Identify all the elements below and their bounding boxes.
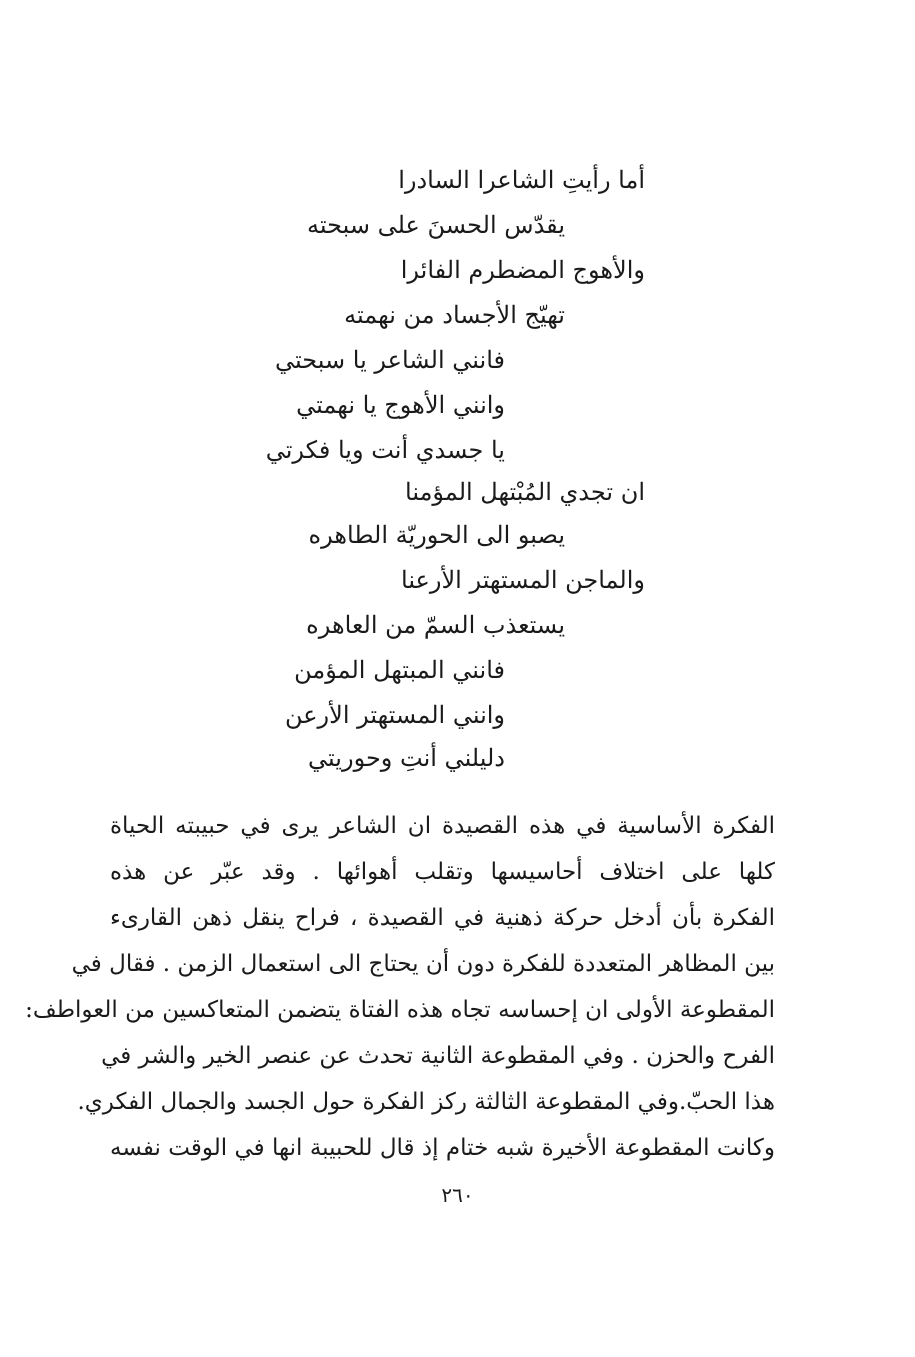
poem-line: أما رأيتِ الشاعرا السادرا (398, 166, 645, 194)
prose-line: الفكرة بأن أدخل حركة ذهنية في القصيدة ، فراح ينقل ذهن القارىء (110, 905, 775, 931)
prose-line: بين المظاهر المتعددة للفكرة دون أن يحتاج الى استعمال الزمن . فقال في (71, 951, 775, 977)
poem-line: وانني الأهوج يا نهمتي (296, 391, 505, 419)
prose-line: هذا الحبّ.وفي المقطوعة الثالثة ركز الفكرة حول الجسد والجمال الفكري. (77, 1089, 775, 1115)
page-number: ٢٦٠ (441, 1183, 474, 1207)
prose-line: المقطوعة الأولى ان إحساسه تجاه هذه الفتاة يتضمن المتعاكسين من العواطف: (25, 997, 775, 1023)
prose-paragraph (25, 803, 775, 1171)
poem-line: ان تجدي المُبْتهل المؤمنا (405, 478, 645, 506)
prose-line: وكانت المقطوعة الأخيرة شبه ختام إذ قال للحبيبة انها في الوقت نفسه (110, 1135, 775, 1161)
poem-line: والأهوج المضطرم الفائرا (400, 256, 645, 284)
poem-line: يقدّس الحسنَ على سبحته (307, 211, 565, 239)
poem-line: يستعذب السمّ من العاهره (306, 611, 565, 639)
poem-line: وانني المستهتر الأرعن (284, 701, 505, 729)
poem-line: تهيّج الأجساد من نهمته (344, 301, 565, 329)
prose-line: كلها على اختلاف أحاسيسها وتقلب أهوائها . وقد عبّر عن هذه (110, 859, 775, 885)
poem-line: دليلني أنتِ وحوريتي (308, 744, 505, 772)
poem-line: والماجن المستهتر الأرعنا (401, 566, 645, 594)
poem-line: فانني الشاعر يا سبحتي (275, 346, 505, 374)
prose-line: الفكرة الأساسية في هذه القصيدة ان الشاعر يرى في حبيبته الحياة (110, 813, 775, 839)
poem-line: يا جسدي أنت ويا فكرتي (265, 436, 505, 464)
poem-line: يصبو الى الحوريّة الطاهره (308, 521, 565, 549)
poem-line: فانني المبتهل المؤمن (294, 656, 505, 684)
prose-line: الفرح والحزن . وفي المقطوعة الثانية تحدث عن عنصر الخير والشر في (101, 1043, 775, 1069)
